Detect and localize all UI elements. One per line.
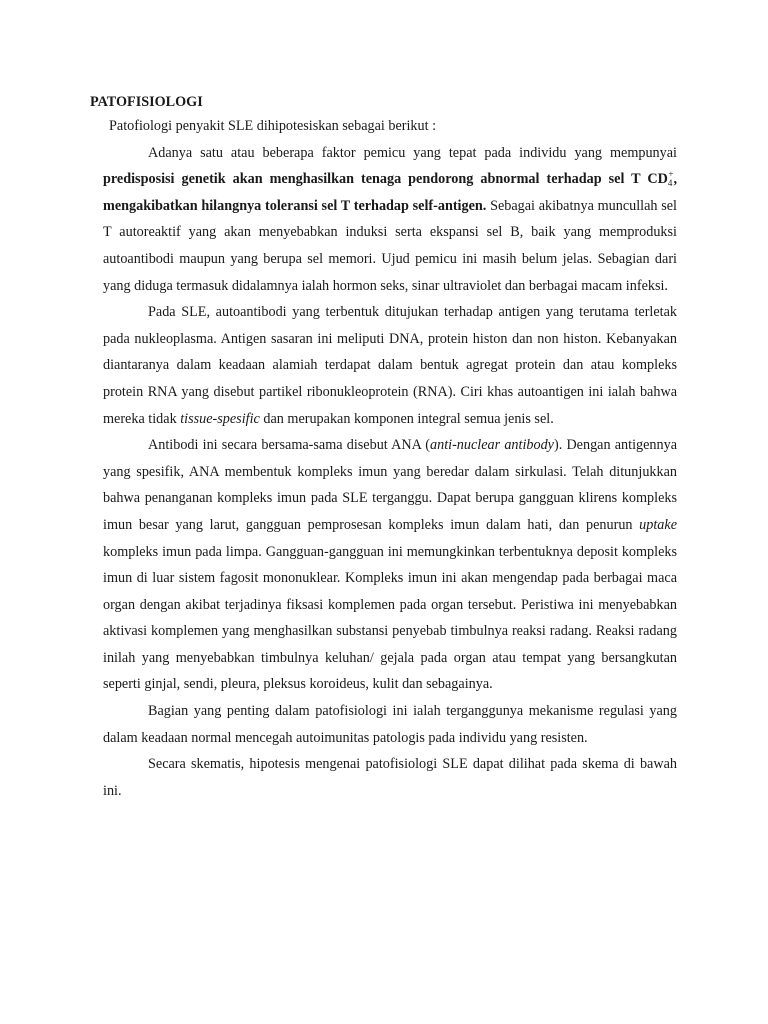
paragraph-3-italic-d: uptake: [639, 516, 677, 533]
paragraph-1-superscript: +: [668, 169, 674, 180]
paragraph-3-text-e: kompleks imun pada limpa. Gangguan-gangguan ini memungkinkan terbentuknya deposit kompleks imun di luar sistem fagosit mononuklear. Kompleks imun ini akan mengendap pada berbagai maca organ dengan akibat terjadinya fiksasi komplemen pada organ tersebut. Peristiwa ini menyebabkan aktivasi komplemen yang menghasilkan substansi penyebab timbulnya reaksi radang. Reaksi radang inilah yang menyebabkan timbulnya keluhan/ gejala pada organ atau tempat yang bersangkutan seperti ginjal, sendi, pleura, pleksus koroideus, kulit dan sebagainya.: [103, 543, 677, 693]
paragraph-1: [103, 140, 677, 300]
intro-paragraph: Patofiologi penyakit SLE dihipotesiskan sebagai berikut :: [109, 118, 437, 134]
paragraph-1-text-a: Adanya satu atau beberapa faktor pemicu yang tepat pada individu yang mempunyai: [148, 144, 677, 161]
document-body: [90, 89, 677, 804]
paragraph-5: Secara skematis, hipotesis mengenai patofisiologi SLE dapat dilihat pada skema di bawah ini.: [103, 756, 677, 799]
paragraph-3: [103, 432, 677, 698]
paragraph-3-text-a: Antibodi ini secara bersama-sama disebut ANA (: [148, 437, 430, 454]
section-heading: PATOFISIOLOGI: [90, 94, 203, 110]
paragraph-1-text-d: Sebagai akibatnya muncullah sel T autoreaktif yang akan menyebabkan induksi serta ekspansi sel B, baik yang memproduksi autoantibodi maupun yang berupa sel memori. Ujud pemicu ini masih belum jelas. Sebagian dari yang diduga termasuk didalamnya ialah hormon seks, sinar ultraviolet dan berbagai macam infeksi.: [103, 197, 677, 294]
paragraph-1-bold-b: predisposisi genetik akan menghasilkan tenaga pendorong abnormal terhadap sel T CD: [103, 171, 668, 188]
paragraph-4: Bagian yang penting dalam patofisiologi ini ialah terganggunya mekanisme regulasi yang dalam keadaan normal mencegah autoimunitas patologis pada individu yang resisten.: [103, 703, 677, 746]
paragraph-2-text-a: Pada SLE, autoantibodi yang terbentuk ditujukan terhadap antigen yang terutama terletak pada nukleoplasma. Antigen sasaran ini meliputi DNA, protein histon dan non histon. Kebanyakan diantaranya dalam keadaan alamiah terdapat dalam bentuk agregat protein dan atau kompleks protein RNA yang disebut partikel ribonukleoprotein (RNA). Ciri khas autoantigen ini ialah bahwa mereka tidak: [103, 304, 677, 427]
paragraph-2-italic-b: tissue-spesific: [180, 410, 260, 427]
paragraph-1-subscript: 4: [667, 178, 673, 189]
paragraph-3-italic-b: anti-nuclear antibody: [430, 437, 554, 454]
paragraph-3-text-c: ). Dengan antigennya yang spesifik, ANA membentuk kompleks imun yang beredar dalam sirkulasi. Telah ditunjukkan bahwa penanganan kompleks imun pada SLE terganggu. Dapat berupa gangguan klirens kompleks imun besar yang larut, gangguan pemprosesan kompleks imun dalam hati, dan penurun: [103, 437, 677, 533]
paragraph-2-text-c: dan merupakan komponen integral semua jenis sel.: [259, 410, 554, 427]
paragraph-2: [103, 299, 677, 432]
paragraph-1-bold-c: , mengakibatkan hilangnya toleransi sel T terhadap self-antigen.: [103, 171, 677, 214]
